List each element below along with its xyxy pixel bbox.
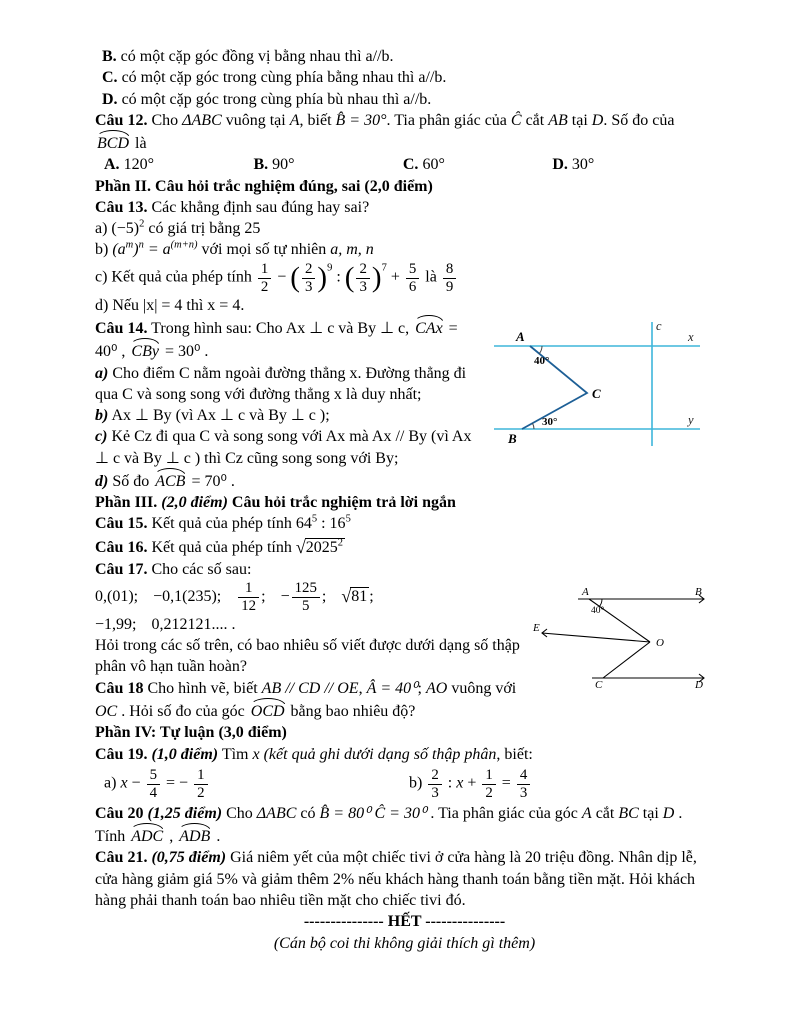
- fraction-denominator: 5: [302, 597, 310, 614]
- operator: = −: [162, 774, 193, 792]
- math-run: OC: [95, 702, 118, 720]
- number-item: 0,212121.... .: [151, 615, 236, 633]
- big-paren-close: ): [317, 261, 328, 294]
- math-run: ΔABC: [256, 804, 297, 822]
- number-item: [236, 579, 266, 614]
- line-label-x: x: [688, 330, 694, 345]
- text-run: Giá niêm yết của một chiếc tivi ở cửa hàng là 20 triệu đồng. Nhân dịp lễ, cửa hàng giảm giá 5% và giảm thêm 2% nếu khách hàng thanh toán bằng tiền mặt. Hỏi khách hàng phải thanh toán bao nhiêu tiền mặt cho chiếc tivi đó.: [95, 849, 697, 909]
- question-number: Câu 20: [95, 804, 144, 822]
- math-run: a, m, n: [330, 241, 374, 259]
- question-13: [95, 197, 714, 218]
- text-run: d) Nếu |x| = 4 thì x = 4.: [95, 296, 245, 314]
- fraction-numerator: 5: [406, 261, 419, 279]
- point-label-o: O: [656, 636, 664, 649]
- point-label-b: B: [695, 585, 702, 598]
- point-label-c: C: [592, 386, 601, 402]
- angle-name: CAx: [413, 316, 445, 339]
- fraction-numerator: 4: [517, 767, 530, 785]
- answer-label: C.: [402, 156, 419, 174]
- math-run: 64: [295, 515, 312, 533]
- text-run: = 40⁰ ,: [95, 320, 458, 361]
- text-run: c) Kết quả của phép tính: [95, 268, 256, 286]
- fraction-numerator: 5: [147, 767, 160, 785]
- answer-value: 60°: [418, 156, 445, 174]
- fraction-denominator: 9: [445, 278, 454, 295]
- question-number: Câu 18: [95, 679, 144, 697]
- text-run: Số đo: [108, 472, 154, 490]
- text-run: Kẻ Cz đi qua C và song song với Ax mà Ax // By (vì Ax ⊥ c và By ⊥ c ) thì Cz cũng song song với By;: [95, 428, 472, 467]
- item-label: a): [95, 364, 109, 382]
- square-root: [295, 536, 345, 557]
- question-17-18-block: [95, 559, 714, 723]
- big-paren-open: (: [344, 261, 355, 294]
- fraction: [292, 580, 320, 614]
- item-label: c): [95, 428, 108, 446]
- answer-label: A.: [104, 156, 120, 174]
- text-run: Kết quả của phép tính: [147, 515, 296, 533]
- question-13-a: [95, 218, 714, 239]
- angle-label-40: 40°: [591, 605, 605, 616]
- fraction-denominator: 6: [408, 278, 417, 295]
- fraction-numerator: 2: [302, 261, 315, 279]
- angle-arc-40: [539, 346, 542, 354]
- text-run: Kết quả của phép tính: [147, 538, 296, 556]
- math-run: AB: [548, 111, 568, 129]
- math-run: = a: [143, 241, 171, 259]
- math-run: AB // CD // OE: [261, 679, 359, 697]
- fraction: [428, 767, 441, 801]
- option-text: có một cặp góc đồng vị bằng nhau thì a//b.: [116, 48, 394, 65]
- cau14-figure: [482, 316, 714, 456]
- option-label: B.: [102, 48, 117, 65]
- fraction-denominator: 3: [359, 278, 367, 295]
- footer-note: (Cán bộ coi thi không giải thích gì thêm): [273, 934, 536, 952]
- fraction: [482, 767, 495, 801]
- item-label: b): [95, 407, 109, 425]
- angle-name: BCD: [95, 131, 131, 154]
- equation-a: [104, 767, 409, 801]
- math-run: ΔABC: [182, 111, 222, 129]
- minus-sign: −: [280, 587, 290, 605]
- option-label: C.: [102, 69, 118, 87]
- text-run: cắt: [591, 804, 619, 822]
- exponent: 5: [345, 514, 351, 526]
- number-item: [280, 579, 327, 614]
- answer-value: 120°: [119, 156, 154, 174]
- fraction: [194, 767, 207, 801]
- text-run: Cho các số sau:: [147, 560, 252, 578]
- question-number: Câu 19.: [95, 745, 148, 763]
- section-2-heading: Phần II. Câu hỏi trắc nghiệm đúng, sai (2,0 điểm): [95, 177, 433, 195]
- text-run: . Tia phân giác của góc: [426, 804, 582, 822]
- text-run: Cho: [222, 804, 257, 822]
- question-20: [95, 803, 714, 848]
- fraction-denominator: 2: [260, 278, 269, 295]
- text-run: ,: [358, 679, 367, 697]
- question-points: (1,0 điểm): [147, 745, 219, 763]
- cau14-figure-svg: [482, 316, 712, 451]
- question-number: Câu 12.: [95, 111, 148, 129]
- question-13-c: [95, 261, 714, 295]
- big-paren-close: ): [371, 261, 382, 294]
- math-run: B̂ = 80⁰: [319, 804, 371, 822]
- exponent: m: [125, 240, 134, 252]
- question-number: Câu 16.: [95, 538, 148, 556]
- math-run: (a: [112, 241, 126, 259]
- math-run: Ĉ: [510, 111, 522, 129]
- exponent: 9: [327, 262, 333, 274]
- math-run: D: [591, 111, 604, 129]
- text-run: Cho: [147, 111, 183, 129]
- point-label-a: A: [516, 329, 525, 345]
- number-item: −1,99;: [95, 615, 137, 633]
- text-run: . Tia phân giác của: [386, 111, 511, 129]
- fraction-denominator: 2: [485, 784, 493, 801]
- question-12: [95, 110, 714, 155]
- line-eo: [542, 633, 650, 642]
- text-run: . Tính: [95, 804, 683, 846]
- math-run: 2025: [305, 538, 338, 556]
- fraction-numerator: 1: [194, 767, 207, 785]
- operator: :: [332, 268, 345, 286]
- angle-name: ADC: [129, 824, 165, 847]
- text-run: . Số đo của: [603, 111, 675, 129]
- option-b: [95, 46, 714, 67]
- point-label-c: C: [595, 678, 603, 689]
- fraction: [517, 767, 530, 801]
- math-run: A: [289, 111, 300, 129]
- text-run: a) (−5): [95, 220, 140, 238]
- text-run: là: [421, 268, 441, 286]
- exponent: 7: [381, 262, 387, 274]
- big-paren-open: (: [290, 261, 300, 294]
- fraction-numerator: 2: [428, 767, 441, 785]
- end-marker: --------------- HẾT ---------------: [303, 913, 506, 931]
- section-3-heading: [95, 492, 714, 513]
- fraction-numerator: 2: [356, 261, 369, 279]
- operator: :: [443, 774, 457, 792]
- fraction-denominator: 2: [197, 784, 205, 801]
- math-run: B̂ = 30°: [335, 111, 387, 129]
- text-run: với mọi số tự nhiên: [197, 241, 331, 259]
- text-run: Hỏi trong các số trên, có bao nhiêu số viết được dưới dạng số thập phân vô hạn tuần hoàn?: [95, 637, 520, 676]
- item-label: b): [409, 774, 427, 792]
- text-run: Cho hình vẽ, biết: [143, 679, 262, 697]
- point-label-e: E: [533, 621, 540, 634]
- question-16: [95, 535, 714, 559]
- fraction-denominator: 3: [431, 784, 439, 801]
- operator: −: [273, 268, 291, 286]
- separator: ;: [369, 587, 374, 605]
- math-run: Ĉ = 30⁰: [374, 804, 427, 822]
- text-run: Ax ⊥ By (vì Ax ⊥ c và By ⊥ c );: [108, 407, 330, 425]
- question-12-answers: [95, 154, 714, 175]
- equation-b: [409, 767, 714, 801]
- answer-label: B.: [253, 156, 269, 174]
- fraction: [147, 767, 160, 801]
- fraction-denominator: 3: [304, 278, 313, 295]
- question-21: [95, 847, 714, 911]
- angle-arc-30: [533, 423, 535, 429]
- text-run: .: [212, 828, 221, 846]
- text-run: cắt: [521, 111, 549, 129]
- line-label-c: c: [656, 319, 662, 334]
- text-run: ,: [165, 828, 178, 846]
- exponent: 2: [139, 218, 145, 230]
- text-run: Cho điểm C nằm ngoài đường thẳng x. Đường thẳng đi qua C và song song với đường thẳng x là duy nhất;: [95, 364, 467, 403]
- question-13-b: [95, 239, 714, 260]
- text-run: vuông tại: [221, 111, 290, 129]
- number-item: [341, 585, 374, 606]
- heading-points: (2,0 điểm): [161, 494, 228, 512]
- cau18-figure: [532, 584, 714, 694]
- fraction-denominator: 12: [241, 597, 257, 614]
- fraction-numerator: 1: [238, 580, 259, 598]
- operator: +: [386, 268, 404, 286]
- question-14-d: [95, 469, 714, 492]
- text-run: có: [296, 804, 320, 822]
- fraction: [302, 261, 315, 295]
- angle-name: OCD: [249, 699, 287, 722]
- square-root: [341, 585, 369, 606]
- option-d: [95, 89, 714, 110]
- fraction-numerator: 1: [482, 767, 495, 785]
- fraction-denominator: 3: [519, 784, 528, 801]
- math-run: x: [120, 774, 128, 792]
- exponent: 2: [337, 537, 343, 549]
- text-run: , biết: [299, 111, 336, 129]
- angle-name: ADB: [177, 824, 212, 847]
- text-run: , biết:: [496, 745, 533, 763]
- fraction: [356, 261, 369, 295]
- math-run: BC: [618, 804, 639, 822]
- operator: −: [127, 774, 145, 792]
- question-points: (1,25 điểm): [143, 804, 223, 822]
- exponent: (m+n): [170, 240, 198, 252]
- math-run: A: [581, 804, 592, 822]
- exponent: n: [138, 240, 144, 252]
- math-run: x: [252, 745, 260, 763]
- point-label-b: B: [508, 431, 517, 447]
- angle-label-40: 40°: [534, 355, 550, 368]
- operator: +: [463, 774, 481, 792]
- text-run: (kết quả ghi dưới dạng số thập phân: [259, 745, 497, 763]
- question-number: Câu 13.: [95, 198, 148, 216]
- answer-c: [403, 154, 552, 175]
- angle-label-30: 30°: [542, 416, 558, 429]
- question-13-d: [95, 295, 714, 316]
- heading-run: Câu hỏi trắc nghiệm trả lời ngắn: [227, 494, 456, 512]
- fraction: [258, 261, 271, 295]
- text-run: b): [95, 241, 113, 259]
- angle-name: ACB: [153, 469, 187, 492]
- angle-name: CBy: [129, 339, 161, 362]
- math-run: x: [456, 774, 464, 792]
- fraction-denominator: 4: [149, 784, 158, 801]
- section-4-heading: Phần IV: Tự luận (3,0 điểm): [95, 724, 287, 742]
- answer-a: [104, 154, 253, 175]
- fraction: [238, 580, 259, 614]
- heading-run: Phần III.: [95, 494, 162, 512]
- text-run: = 70⁰ .: [187, 472, 235, 490]
- question-17: [95, 559, 714, 580]
- text-run: . Hỏi số đo của góc: [117, 702, 249, 720]
- answer-value: 90°: [268, 156, 295, 174]
- option-label: D.: [102, 90, 118, 108]
- question-number: Câu 21.: [95, 849, 148, 867]
- option-text: có một cặp góc trong cùng phía bằng nhau thì a//b.: [117, 69, 447, 87]
- item-label: a): [104, 774, 121, 792]
- fraction-numerator: 8: [443, 261, 456, 279]
- point-label-a: A: [582, 585, 589, 598]
- answer-label: D.: [552, 156, 568, 174]
- text-run: Trong hình sau: Cho Ax ⊥ c và By ⊥ c,: [147, 320, 414, 338]
- math-run: Â = 40⁰: [366, 679, 418, 697]
- text-run: tại: [638, 804, 663, 822]
- question-points: (0,75 điểm): [147, 849, 227, 867]
- question-19-equations: [95, 767, 714, 801]
- question-19: [95, 744, 714, 765]
- answer-b: [253, 154, 402, 175]
- cau18-figure-svg: [532, 584, 712, 689]
- operator: =: [497, 774, 515, 792]
- math-run: : 16: [317, 515, 346, 533]
- number-item: 0,(01);: [95, 587, 139, 605]
- fraction-numerator: 1: [258, 261, 271, 279]
- line-label-y: y: [688, 413, 694, 428]
- fraction: [443, 261, 456, 295]
- question-number: Câu 15.: [95, 515, 148, 533]
- text-run: ;: [417, 679, 426, 697]
- answer-value: 30°: [567, 156, 595, 174]
- option-c: [95, 67, 714, 88]
- math-run: D: [662, 804, 675, 822]
- item-label: d): [95, 472, 109, 490]
- exponent: 5: [311, 514, 318, 526]
- math-run: ): [133, 241, 139, 259]
- text-run: có giá trị bằng 25: [144, 220, 261, 238]
- fraction-numerator: 125: [292, 580, 320, 598]
- math-run: AO: [426, 679, 448, 697]
- number-item: −0,1(235);: [153, 587, 222, 605]
- text-run: là: [131, 135, 147, 153]
- separator: ;: [321, 587, 327, 605]
- radical-sign: √: [295, 536, 306, 557]
- line-oc: [603, 642, 650, 678]
- fraction: [406, 261, 419, 295]
- radical-sign: √: [341, 585, 352, 606]
- point-label-d: D: [695, 678, 703, 689]
- separator: ;: [261, 587, 266, 605]
- text-run: Tìm: [218, 745, 253, 763]
- text-run: bằng bao nhiêu độ?: [286, 702, 416, 720]
- radicand: 81: [351, 587, 368, 605]
- radicand: [305, 538, 345, 557]
- text-run: vuông với: [447, 679, 517, 697]
- question-number: Câu 14.: [95, 320, 148, 338]
- answer-d: [552, 154, 701, 175]
- question-15: [95, 513, 714, 534]
- option-text: có một cặp góc trong cùng phía bù nhau thì a//b.: [117, 90, 432, 108]
- text-run: = 30⁰ .: [160, 343, 209, 361]
- text-run: tại: [567, 111, 592, 129]
- text-run: Các khẳng định sau đúng hay sai?: [147, 198, 370, 216]
- question-14-block: [95, 316, 714, 492]
- question-number: Câu 17.: [95, 560, 148, 578]
